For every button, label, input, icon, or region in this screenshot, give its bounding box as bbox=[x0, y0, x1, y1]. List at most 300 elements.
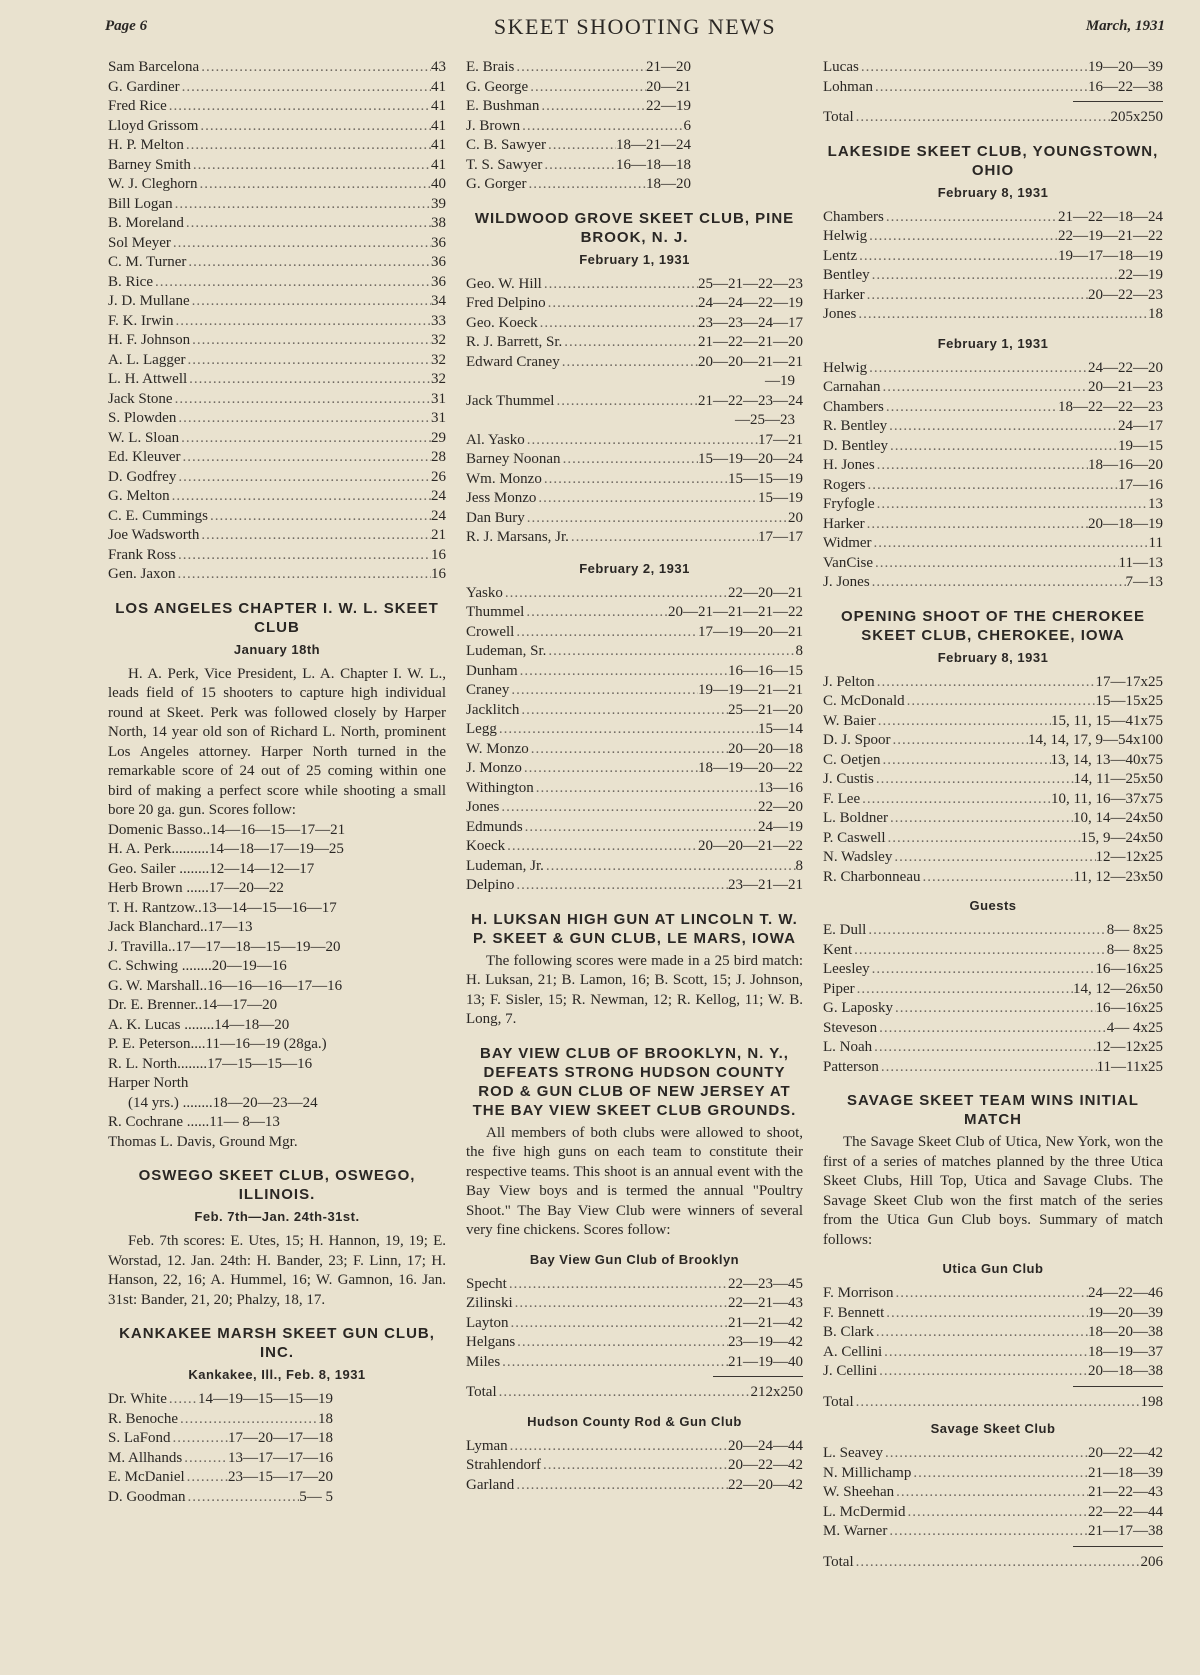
shooter-score: 41 bbox=[431, 137, 446, 153]
score-row bbox=[823, 770, 1163, 790]
shooter-name: F. Bennett bbox=[823, 1304, 885, 1321]
shooter-name: Jack Thummel bbox=[466, 392, 555, 409]
dot-leader bbox=[199, 175, 431, 195]
shooter-name: Yasko bbox=[466, 584, 503, 601]
shooter-score: 24—17 bbox=[1118, 418, 1163, 434]
score-row bbox=[466, 314, 803, 334]
dot-leader bbox=[180, 1410, 318, 1430]
score-row bbox=[823, 247, 1163, 267]
shooter-score: 11—13 bbox=[1118, 554, 1163, 571]
score-row bbox=[466, 470, 803, 490]
dot-leader bbox=[169, 97, 431, 117]
shooter-score: 13—16 bbox=[758, 779, 803, 796]
shooter-name: C. M. Turner bbox=[108, 254, 187, 270]
shooter-score: 22—21—43 bbox=[728, 1295, 803, 1311]
shooter-name: R. Charbonneau bbox=[823, 868, 921, 885]
total-rule bbox=[1073, 101, 1163, 102]
guests-label: Guests bbox=[969, 898, 1017, 913]
shooter-name: Rogers bbox=[823, 476, 866, 493]
shooter-score: 21—21—42 bbox=[728, 1314, 803, 1331]
score-row bbox=[108, 78, 446, 98]
score-line: H. A. Perk..........14—18—17—19—25 bbox=[108, 841, 344, 857]
score-row bbox=[823, 790, 1163, 810]
shooter-score: 32 bbox=[431, 371, 446, 387]
score-row bbox=[466, 798, 803, 818]
shooter-name: Chambers bbox=[823, 208, 884, 225]
shooter-score: 23—19—42 bbox=[728, 1334, 803, 1350]
shooter-score: 20—22—23 bbox=[1088, 286, 1163, 303]
score-row bbox=[108, 292, 446, 312]
dot-leader bbox=[175, 390, 431, 410]
score-row bbox=[108, 175, 446, 195]
score-row bbox=[108, 468, 446, 488]
dot-leader bbox=[186, 214, 431, 234]
dot-leader bbox=[862, 790, 1051, 810]
shooter-score: 22—20—42 bbox=[728, 1476, 803, 1493]
score-row bbox=[466, 333, 803, 353]
shooter-score: 20—22—42 bbox=[728, 1457, 803, 1473]
dot-leader bbox=[874, 1038, 1095, 1058]
dot-leader bbox=[155, 273, 431, 293]
shooter-name: Lyman bbox=[466, 1437, 508, 1454]
shooter-score: 43 bbox=[431, 59, 446, 75]
team-name: Utica Gun Club bbox=[942, 1261, 1044, 1276]
shooter-name: R. Bentley bbox=[823, 418, 888, 434]
dot-leader bbox=[556, 392, 698, 412]
shooter-name: A. L. Lagger bbox=[108, 351, 186, 368]
dot-leader bbox=[859, 247, 1058, 267]
shooter-name: R. J. Barrett, Sr. bbox=[466, 334, 563, 350]
dot-leader bbox=[182, 448, 431, 468]
dot-leader bbox=[526, 603, 668, 623]
dot-leader bbox=[505, 584, 728, 604]
shooter-name: E. Brais bbox=[466, 59, 515, 75]
score-row bbox=[108, 487, 446, 507]
shooter-name: Dunham bbox=[466, 662, 518, 679]
dot-leader bbox=[193, 156, 431, 176]
shooter-name: Ludeman, Jr. bbox=[466, 857, 544, 874]
shooter-name: W. L. Sloan bbox=[108, 429, 180, 446]
shooter-score: 41 bbox=[431, 156, 446, 173]
dot-leader bbox=[538, 489, 758, 509]
dot-leader bbox=[877, 495, 1148, 515]
score-row bbox=[466, 662, 803, 682]
score-row bbox=[823, 1503, 1163, 1523]
score-row bbox=[823, 1483, 1163, 1503]
shooter-name: Helwig bbox=[823, 228, 868, 244]
section-heading: LOS ANGELES CHAPTER I. W. L. SKEET CLUB bbox=[115, 599, 439, 636]
score-line: Herb Brown ......17—20—22 bbox=[108, 880, 284, 896]
article-body: Feb. 7th scores: E. Utes, 15; H. Hannon, 19, 19; E. Worstad, 12. Jan. 24th: H. Bander, 23; F. Linn, 17; H. Hanson, 22, 16; A. Hummel, 16; W. Gamnon, 16. Jan. 31st: Bander, 21, 20; Phalzy, 18, 17. bbox=[108, 1233, 446, 1308]
score-row bbox=[466, 1353, 803, 1373]
column-1 bbox=[108, 58, 446, 1507]
score-line: P. E. Peterson....11—16—19 (28ga.) bbox=[108, 1036, 327, 1052]
shooter-score: 4— 4x25 bbox=[1106, 1019, 1163, 1036]
section-heading: OPENING SHOOT OF THE CHEROKEE SKEET CLUB, CHEROKEE, IOWA bbox=[840, 607, 1146, 644]
shooter-name: D. Godfrey bbox=[108, 468, 177, 485]
dot-leader bbox=[516, 58, 646, 78]
score-row bbox=[823, 456, 1163, 476]
score-row bbox=[823, 515, 1163, 535]
score-line: Geo. Sailer ........12—14—12—17 bbox=[108, 860, 315, 877]
shooter-score: 16—16—15 bbox=[728, 662, 803, 679]
section-heading: H. LUKSAN HIGH GUN AT LINCOLN T. W. P. SKEET & GUN CLUB, LE MARS, IOWA bbox=[471, 910, 798, 947]
score-row bbox=[466, 740, 803, 760]
score-row bbox=[108, 526, 446, 546]
score-row bbox=[108, 97, 446, 117]
shooter-name: J. D. Mullane bbox=[108, 293, 190, 309]
shooter-name: Lentz bbox=[823, 247, 858, 264]
shooter-score: 22—22—44 bbox=[1088, 1503, 1163, 1520]
shooter-name: H. F. Johnson bbox=[108, 332, 191, 348]
shooter-score: 20—24—44 bbox=[728, 1437, 803, 1454]
score-row bbox=[466, 584, 803, 604]
dot-leader bbox=[854, 941, 1107, 961]
score-continuation: —25—23 bbox=[735, 412, 795, 428]
shooter-name: Dr. White bbox=[108, 1391, 167, 1407]
shooter-name: Withington bbox=[466, 779, 534, 796]
dot-leader bbox=[527, 431, 758, 451]
dot-leader bbox=[544, 156, 616, 176]
score-row bbox=[108, 312, 446, 332]
shooter-score: 13 bbox=[1148, 496, 1163, 512]
shooter-score: 39 bbox=[431, 195, 446, 212]
dot-leader bbox=[872, 573, 1126, 593]
shooter-score: 19—19—21—21 bbox=[698, 682, 803, 698]
shooter-name: W. Monzo bbox=[466, 740, 529, 757]
shooter-score: 41 bbox=[431, 78, 446, 95]
score-list bbox=[823, 1444, 1163, 1542]
dot-leader bbox=[509, 1275, 728, 1295]
shooter-name: Helwig bbox=[823, 359, 868, 376]
shooter-name: Jones bbox=[466, 799, 500, 815]
shooter-name: Lohman bbox=[823, 78, 873, 95]
dot-leader bbox=[888, 829, 1081, 849]
score-line: C. Schwing ........20—19—16 bbox=[108, 958, 287, 974]
score-row bbox=[466, 489, 803, 509]
shooter-score: 28 bbox=[431, 449, 446, 465]
shooter-score: 33 bbox=[431, 312, 446, 329]
shooter-name: H. Jones bbox=[823, 457, 875, 473]
score-list bbox=[466, 431, 803, 548]
dot-leader bbox=[521, 701, 728, 721]
shooter-name: Barney Noonan bbox=[466, 451, 561, 467]
publication-title: SKEET SHOOTING NEWS bbox=[493, 14, 777, 39]
dot-leader bbox=[501, 798, 758, 818]
score-row bbox=[466, 1333, 803, 1353]
shooter-name: F. Lee bbox=[823, 790, 861, 807]
score-row bbox=[466, 392, 803, 412]
score-row bbox=[823, 829, 1163, 849]
score-row bbox=[823, 573, 1163, 593]
shooter-name: Miles bbox=[466, 1353, 501, 1370]
shooter-name: Joe Wadsworth bbox=[108, 527, 200, 543]
dot-leader bbox=[886, 1304, 1088, 1324]
shooter-name: L. Boldner bbox=[823, 810, 888, 826]
score-list bbox=[466, 275, 803, 373]
score-row bbox=[466, 876, 803, 896]
section-date: February 8, 1931 bbox=[937, 649, 1049, 665]
score-row bbox=[823, 1038, 1163, 1058]
score-line: Jack Blanchard..17—13 bbox=[108, 919, 253, 935]
dot-leader bbox=[913, 1464, 1088, 1484]
dot-leader bbox=[879, 1362, 1088, 1382]
total-row: Total ..... 206 bbox=[823, 1553, 1163, 1573]
dot-leader bbox=[872, 266, 1118, 286]
page-header bbox=[105, 14, 1165, 44]
shooter-score: 22—19 bbox=[1118, 267, 1163, 283]
score-row bbox=[466, 431, 803, 451]
shooter-score: 20—21—21—21—22 bbox=[668, 604, 803, 620]
dot-leader bbox=[169, 1390, 198, 1410]
score-row bbox=[823, 227, 1163, 247]
shooter-score: 17—16 bbox=[1118, 476, 1163, 493]
score-row bbox=[466, 294, 803, 314]
column-3 bbox=[823, 58, 1163, 1572]
section-date: February 1, 1931 bbox=[937, 335, 1049, 351]
dot-leader bbox=[544, 470, 728, 490]
shooter-score: 21 bbox=[431, 527, 446, 543]
score-continuation: —19 bbox=[765, 373, 795, 389]
score-row bbox=[108, 273, 446, 293]
dot-leader bbox=[874, 534, 1149, 554]
shooter-name: Sam Barcelona bbox=[108, 59, 200, 75]
dot-leader bbox=[867, 515, 1088, 535]
issue-date: March, 1931 bbox=[1085, 18, 1165, 34]
total-rule bbox=[1073, 1386, 1163, 1387]
shooter-name: Piper bbox=[823, 980, 855, 997]
shooter-score: 16—16x25 bbox=[1095, 961, 1163, 977]
dot-leader bbox=[869, 227, 1058, 247]
shooter-score: 14, 12—26x50 bbox=[1073, 980, 1163, 997]
score-row bbox=[108, 429, 446, 449]
score-list bbox=[108, 1390, 446, 1507]
shooter-score: 15, 9—24x50 bbox=[1080, 829, 1163, 846]
shooter-name: G. George bbox=[466, 78, 529, 95]
dot-leader bbox=[510, 1437, 728, 1457]
dot-leader bbox=[562, 353, 698, 373]
shooter-score: 17—17 bbox=[758, 529, 803, 545]
dot-leader bbox=[527, 509, 788, 529]
shooter-score: 21—17—38 bbox=[1088, 1523, 1163, 1539]
score-row bbox=[466, 1314, 803, 1334]
shooter-score: 16—22—38 bbox=[1088, 78, 1163, 95]
score-row bbox=[108, 234, 446, 254]
shooter-score: 20—18—19 bbox=[1088, 515, 1163, 532]
score-row bbox=[108, 1410, 333, 1430]
dot-leader bbox=[178, 409, 431, 429]
shooter-name: B. Clark bbox=[823, 1324, 874, 1340]
score-line: Domenic Basso..14—16—15—17—21 bbox=[108, 821, 346, 838]
dot-leader bbox=[564, 333, 698, 353]
dot-leader bbox=[181, 429, 431, 449]
dot-leader bbox=[877, 673, 1096, 693]
dot-leader bbox=[895, 999, 1096, 1019]
dot-leader bbox=[188, 253, 431, 273]
dot-leader bbox=[885, 1444, 1088, 1464]
score-row bbox=[823, 78, 1163, 98]
shooter-score: 24 bbox=[431, 507, 446, 524]
score-line: Harper North bbox=[108, 1075, 189, 1091]
score-line: Dr. E. Brenner..14—17—20 bbox=[108, 997, 278, 1013]
score-row bbox=[108, 195, 446, 215]
shooter-score: 24 bbox=[431, 488, 446, 504]
score-row bbox=[466, 58, 691, 78]
shooter-score: 22—23—45 bbox=[728, 1275, 803, 1292]
shooter-name: N. Millichamp bbox=[823, 1464, 912, 1481]
shooter-score: 8— 8x25 bbox=[1106, 941, 1163, 958]
shooter-name: W. Baier bbox=[823, 712, 876, 729]
score-row bbox=[466, 97, 691, 117]
shooter-name: Thummel bbox=[466, 604, 525, 620]
dot-leader bbox=[922, 868, 1073, 888]
dot-leader bbox=[210, 507, 431, 527]
score-row bbox=[466, 1294, 803, 1314]
shooter-name: J. Jones bbox=[823, 574, 870, 590]
shooter-name: Strahlendorf bbox=[466, 1457, 541, 1473]
dot-leader bbox=[883, 751, 1051, 771]
score-list bbox=[466, 1437, 803, 1496]
dot-leader bbox=[893, 731, 1028, 751]
shooter-name: Ed. Kleuver bbox=[108, 449, 181, 465]
score-list bbox=[823, 208, 1163, 325]
shooter-score: 36 bbox=[431, 234, 446, 251]
dot-leader bbox=[879, 1019, 1107, 1039]
score-row bbox=[108, 1468, 333, 1488]
dot-leader bbox=[507, 837, 698, 857]
score-row bbox=[823, 1304, 1163, 1324]
shooter-score: 18—19—37 bbox=[1088, 1343, 1163, 1360]
shooter-score: 22—19 bbox=[646, 98, 691, 114]
score-row bbox=[466, 779, 803, 799]
score-row bbox=[108, 351, 446, 371]
shooter-name: M. Warner bbox=[823, 1523, 888, 1539]
dot-leader bbox=[502, 1353, 728, 1373]
score-row bbox=[823, 751, 1163, 771]
shooter-score: 19—15 bbox=[1118, 437, 1163, 454]
dot-leader bbox=[520, 662, 728, 682]
shooter-name: G. Gorger bbox=[466, 176, 527, 192]
shooter-name: B. Rice bbox=[108, 273, 153, 290]
shooter-name: Dan Bury bbox=[466, 509, 525, 526]
shooter-score: 13, 14, 13—40x75 bbox=[1050, 751, 1163, 768]
score-row bbox=[466, 818, 803, 838]
score-row bbox=[466, 681, 803, 701]
score-row bbox=[108, 1390, 333, 1410]
dot-leader bbox=[868, 476, 1119, 496]
shooter-name: Jack Stone bbox=[108, 390, 173, 407]
score-line: (14 yrs.) ........18—20—23—24 bbox=[128, 1094, 318, 1111]
dot-leader bbox=[886, 398, 1058, 418]
dot-leader bbox=[189, 370, 431, 390]
shooter-score: 31 bbox=[431, 390, 446, 407]
shooter-name: Chambers bbox=[823, 398, 884, 415]
dot-leader bbox=[907, 1503, 1088, 1523]
dot-leader bbox=[889, 1522, 1088, 1542]
shooter-name: Wm. Monzo bbox=[466, 470, 542, 487]
shooter-score: 38 bbox=[431, 215, 446, 231]
dot-leader bbox=[889, 417, 1118, 437]
dot-leader bbox=[182, 78, 431, 98]
shooter-score: 32 bbox=[431, 332, 446, 348]
team-name: Savage Skeet Club bbox=[930, 1421, 1056, 1436]
shooter-name: J. Custis bbox=[823, 771, 874, 787]
score-row bbox=[823, 1019, 1163, 1039]
section-heading: WILDWOOD GROVE SKEET CLUB, PINE BROOK, N. J. bbox=[474, 209, 795, 246]
score-row bbox=[823, 417, 1163, 437]
score-row bbox=[823, 398, 1163, 418]
shooter-score: 10, 14—24x50 bbox=[1073, 810, 1163, 826]
score-row bbox=[823, 554, 1163, 574]
score-row bbox=[823, 359, 1163, 379]
shooter-name: R. Benoche bbox=[108, 1410, 178, 1427]
shooter-score: 40 bbox=[431, 176, 446, 192]
shooter-name: Bill Logan bbox=[108, 195, 173, 212]
shooter-name: Ludeman, Sr. bbox=[466, 643, 547, 659]
dot-leader bbox=[882, 378, 1088, 398]
shooter-name: C. Oetjen bbox=[823, 751, 881, 768]
dot-leader bbox=[886, 208, 1058, 228]
shooter-name: Jones bbox=[823, 306, 857, 322]
shooter-name: F. Morrison bbox=[823, 1285, 894, 1301]
dot-leader bbox=[896, 1483, 1088, 1503]
dot-leader bbox=[516, 876, 728, 896]
dot-leader bbox=[563, 450, 698, 470]
score-line: R. Cochrane ......11— 8—13 bbox=[108, 1114, 280, 1130]
dot-leader bbox=[516, 623, 698, 643]
score-row bbox=[466, 509, 803, 529]
score-row bbox=[823, 868, 1163, 888]
shooter-score: 5— 5 bbox=[299, 1488, 333, 1505]
score-row bbox=[823, 1464, 1163, 1484]
shooter-score: 18 bbox=[318, 1410, 333, 1427]
shooter-name: H. P. Melton bbox=[108, 137, 184, 153]
dot-leader bbox=[536, 779, 758, 799]
score-row bbox=[108, 507, 446, 527]
shooter-name: W. J. Cleghorn bbox=[108, 176, 198, 192]
score-row bbox=[108, 546, 446, 566]
score-row bbox=[466, 759, 803, 779]
score-row bbox=[108, 117, 446, 137]
score-line: R. L. North........17—15—15—16 bbox=[108, 1055, 313, 1072]
article-body: All members of both clubs were allowed to shoot, the five high guns on each team to constitute their respective teams. This shoot is an annual event with the Bay View boys and is termed the annual "Poultry Shoot." The Bay View Club were winners of several very fine chickens. Scores follow: bbox=[466, 1124, 803, 1238]
shooter-score: 19—20—39 bbox=[1088, 59, 1163, 75]
shooter-name: P. Caswell bbox=[823, 829, 886, 846]
dot-leader bbox=[187, 351, 431, 371]
total-rule bbox=[1073, 1546, 1163, 1547]
score-list bbox=[823, 359, 1163, 593]
shooter-name: E. Bushman bbox=[466, 98, 540, 114]
shooter-name: Sol Meyer bbox=[108, 234, 171, 251]
shooter-name: Lloyd Grissom bbox=[108, 117, 199, 134]
dot-leader bbox=[868, 921, 1106, 941]
dot-leader bbox=[876, 770, 1074, 790]
shooter-name: Legg bbox=[466, 721, 497, 737]
shooter-score: 21—19—40 bbox=[728, 1353, 803, 1370]
shooter-name: D. Goodman bbox=[108, 1488, 186, 1505]
dot-leader bbox=[877, 456, 1088, 476]
score-row bbox=[108, 390, 446, 410]
shooter-score: 11 bbox=[1148, 535, 1163, 551]
shooter-score: 21—18—39 bbox=[1088, 1464, 1163, 1481]
shooter-score: 20—21 bbox=[646, 78, 691, 95]
score-row bbox=[823, 476, 1163, 496]
score-row bbox=[823, 999, 1163, 1019]
shooter-name: Fred Rice bbox=[108, 98, 167, 114]
score-row bbox=[466, 857, 803, 877]
shooter-score: 8— 8x25 bbox=[1106, 922, 1163, 938]
shooter-name: D. J. Spoor bbox=[823, 732, 891, 748]
